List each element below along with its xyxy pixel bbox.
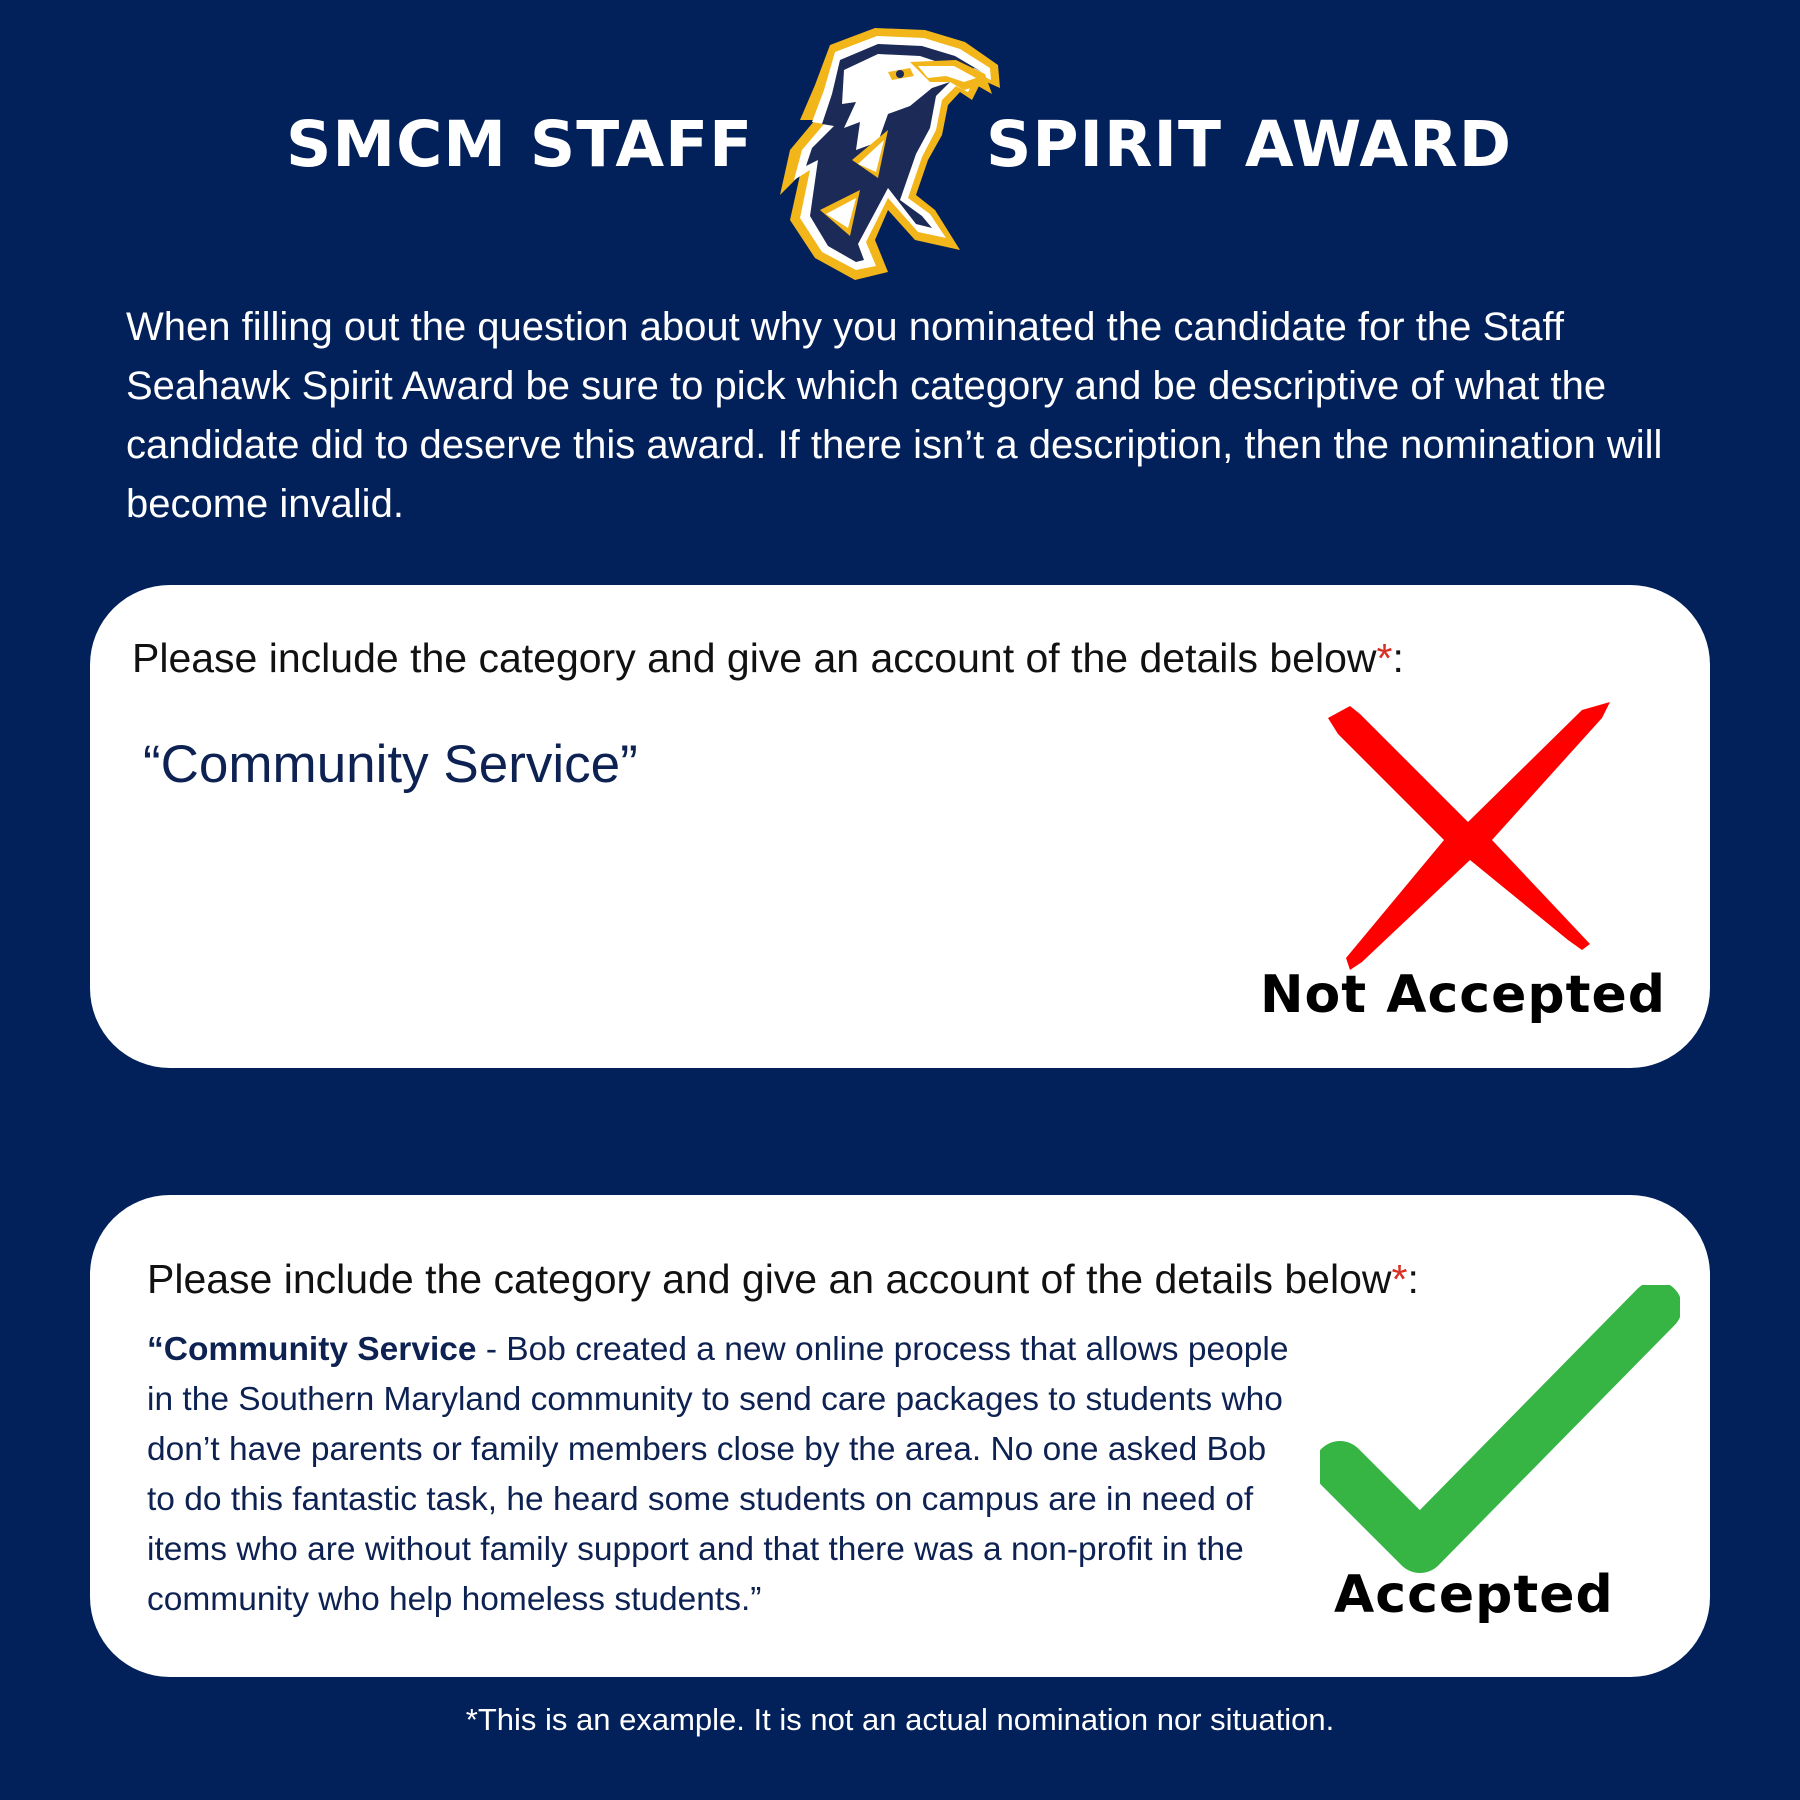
- accepted-answer: [147, 1325, 1297, 1625]
- title-right: SPIRIT AWARD: [986, 108, 1512, 181]
- title-left: SMCM STAFF: [286, 108, 754, 181]
- rejected-answer: “Community Service”: [143, 735, 638, 794]
- question-prompt: [147, 1254, 1419, 1304]
- check-icon: [1320, 1285, 1680, 1585]
- accepted-example-card: [90, 1195, 1710, 1677]
- disclaimer-footnote: *This is an example. It is not an actual nomination nor situation.: [465, 1702, 1335, 1737]
- prompt-suffix: :: [1392, 635, 1404, 681]
- answer-description: - Bob created a new online process that allows people in the Southern Maryland community to send care packages to students who don’t have parents or family members close by the area. No one asked Bob to do this fantastic task, he heard some students on campus are in need of items who are without family support and that there was a non-profit in the community who help homeless students.”: [147, 1331, 1289, 1618]
- seahawk-logo-icon: [760, 10, 1010, 290]
- instructions-text: When filling out the question about why you nominated the candidate for the Staff Seahawk Spirit Award be sure to pick which category and be descriptive of what the candidate did to deserve this award. If there isn’t a description, then the nomination will become invalid.: [126, 305, 1663, 526]
- rejected-example-card: [90, 585, 1710, 1068]
- not-accepted-label: Not Accepted: [1260, 965, 1666, 1025]
- accepted-label: Accepted: [1334, 1565, 1614, 1625]
- answer-category: “Community Service: [147, 1331, 477, 1368]
- prompt-text: Please include the category and give an account of the details below: [147, 1256, 1392, 1302]
- prompt-suffix: :: [1407, 1256, 1419, 1302]
- question-prompt: [132, 633, 1404, 683]
- required-asterisk: *: [1391, 1256, 1408, 1302]
- required-asterisk: *: [1376, 635, 1393, 681]
- x-icon: [1320, 700, 1620, 975]
- prompt-text: Please include the category and give an account of the details below: [132, 635, 1377, 681]
